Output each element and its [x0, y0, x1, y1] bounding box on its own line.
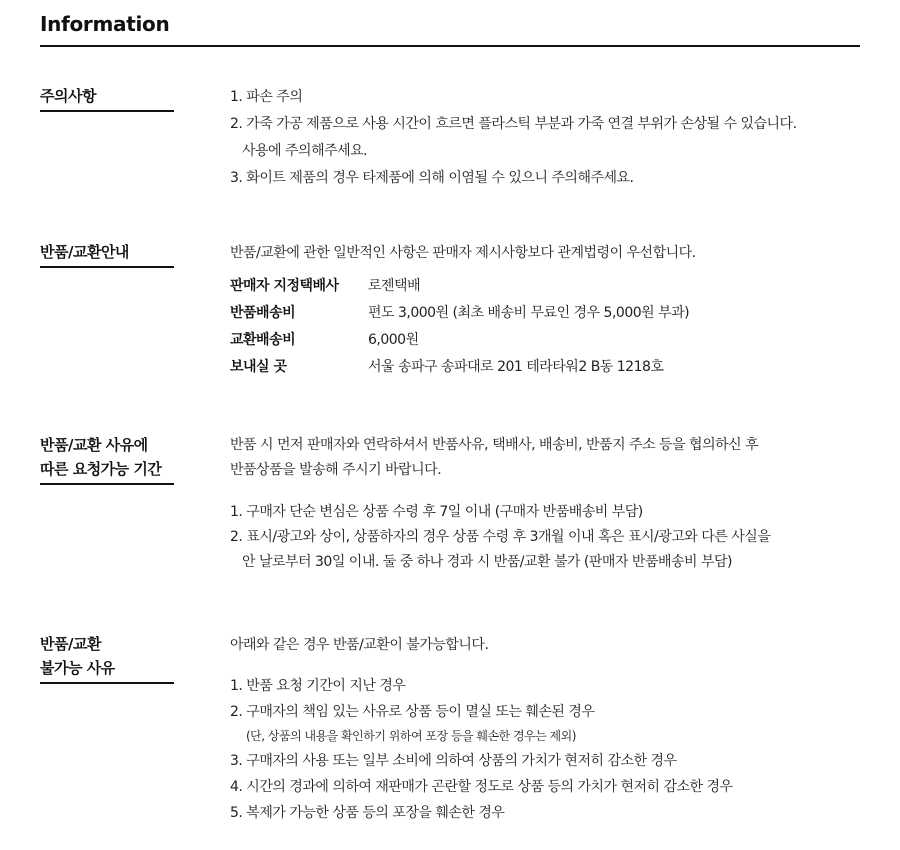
page-title: Information [40, 12, 170, 36]
request-period-item-2: 2. 표시/광고와 상이, 상품하자의 경우 상품 수령 후 3개월 이내 혹은 표시/광고와 다른 사실을 [230, 529, 771, 545]
section-heading-not-allowed [40, 632, 174, 684]
section-body-caution [230, 84, 860, 192]
not-allowed-item-2-note: (단, 상품의 내용을 확인하기 위하여 포장 등을 훼손한 경우는 제외) [246, 729, 576, 743]
not-allowed-item-5: 5. 복제가 가능한 상품 등의 포장을 훼손한 경우 [230, 805, 505, 821]
not-allowed-item-1: 1. 반품 요청 기간이 지난 경우 [230, 678, 406, 694]
request-period-intro-1: 반품 시 먼저 판매자와 연락하셔서 반품사유, 택배사, 배송비, 반품지 주소 등을 협의하신 후 [230, 437, 759, 453]
table-row [230, 273, 689, 300]
caution-line-2-cont: 사용에 주의해주세요. [242, 143, 368, 159]
caution-line-2: 2. 가죽 가공 제품으로 사용 시간이 흐르면 플라스틱 부분과 가죽 연결 부위가 손상될 수 있습니다. [230, 116, 797, 132]
not-allowed-item-3: 3. 구매자의 사용 또는 일부 소비에 의하여 상품의 가치가 현저히 감소한 경우 [230, 753, 677, 769]
section-caution [40, 84, 860, 204]
title-divider [40, 45, 860, 47]
not-allowed-intro: 아래와 같은 경우 반품/교환이 불가능합니다. [230, 637, 489, 653]
request-period-item-1: 1. 구매자 단순 변심은 상품 수령 후 7일 이내 (구매자 반품배송비 부담) [230, 504, 643, 520]
table-row [230, 354, 689, 381]
section-not-allowed [40, 632, 860, 842]
spacer [230, 658, 860, 673]
row-key-return-fee: 반품배송비 [230, 305, 296, 321]
section-heading-caution: 주의사항 [40, 84, 174, 112]
caution-line-1: 1. 파손 주의 [230, 89, 303, 105]
spacer [230, 483, 860, 500]
not-allowed-item-4: 4. 시간의 경과에 의하여 재판매가 곤란할 정도로 상품 등의 가치가 현저히 감소한 경우 [230, 779, 733, 795]
request-period-heading-line-1: 반품/교환 사유에 [40, 436, 148, 454]
section-body-not-allowed [230, 632, 860, 826]
section-heading-return-exchange: 반품/교환안내 [40, 240, 174, 268]
row-key-address: 보내실 곳 [230, 359, 287, 375]
row-value-exchange-fee: 6,000원 [368, 332, 419, 348]
request-period-intro-2: 반품상품을 발송해 주시기 바랍니다. [230, 462, 442, 478]
table-row [230, 300, 689, 327]
return-exchange-table [230, 273, 689, 381]
section-body-request-period [230, 433, 860, 575]
not-allowed-item-2: 2. 구매자의 책임 있는 사유로 상품 등이 멸실 또는 훼손된 경우 [230, 704, 595, 720]
section-return-exchange [40, 240, 860, 390]
section-heading-request-period [40, 433, 174, 485]
return-exchange-intro: 반품/교환에 관한 일반적인 사항은 판매자 제시사항보다 관계법령이 우선합니다. [230, 245, 696, 261]
caution-line-3: 3. 화이트 제품의 경우 타제품에 의해 이염될 수 있으니 주의해주세요. [230, 170, 634, 186]
row-value-courier: 로젠택배 [368, 278, 421, 294]
section-request-period [40, 433, 860, 583]
row-value-return-fee: 편도 3,000원 (최초 배송비 무료인 경우 5,000원 부과) [368, 305, 690, 321]
row-key-courier: 판매자 지정택배사 [230, 278, 339, 294]
not-allowed-heading-line-2: 불가능 사유 [40, 659, 115, 677]
request-period-heading-line-2: 따른 요청가능 기간 [40, 460, 162, 478]
request-period-item-2-cont: 안 날로부터 30일 이내. 둘 중 하나 경과 시 반품/교환 불가 (판매자 반품배송비 부담) [242, 554, 732, 570]
section-body-return-exchange [230, 240, 860, 381]
row-key-exchange-fee: 교환배송비 [230, 332, 296, 348]
not-allowed-heading-line-1: 반품/교환 [40, 635, 101, 653]
row-value-address: 서울 송파구 송파대로 201 테라타워2 B동 1218호 [368, 359, 664, 375]
table-row [230, 327, 689, 354]
